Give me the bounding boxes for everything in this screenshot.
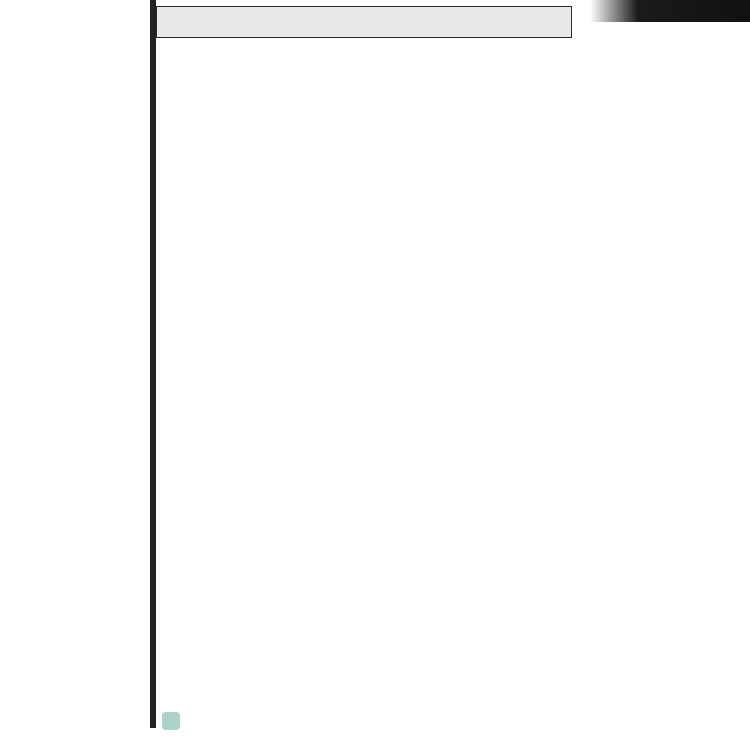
section-heading-row bbox=[157, 7, 572, 38]
section-heading bbox=[157, 7, 572, 38]
page-footer bbox=[150, 710, 580, 740]
page-binding-edge bbox=[150, 0, 156, 728]
table-of-contents bbox=[156, 6, 572, 38]
toc-section-b bbox=[157, 7, 572, 38]
camscanner-logo-icon bbox=[162, 712, 180, 730]
scan-shadow bbox=[590, 0, 750, 22]
